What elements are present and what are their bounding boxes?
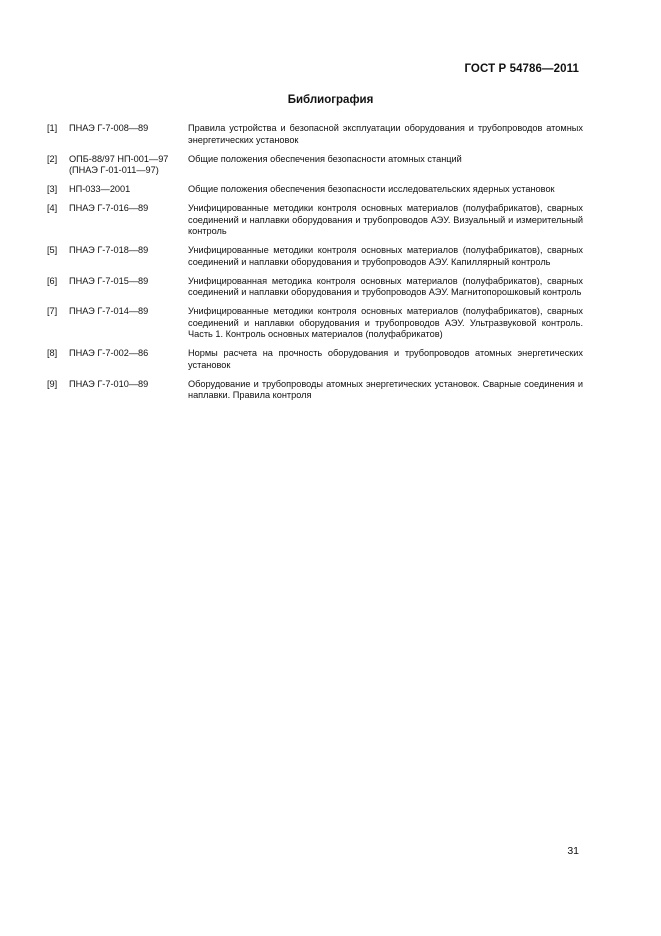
bibliography-entry [47, 203, 583, 238]
bibliography-entry [47, 379, 583, 402]
entry-description: Нормы расчета на прочность оборудования и трубопроводов атомных энергетических установок [188, 348, 583, 370]
entry-reference: ПНАЭ Г-7-016—89 [69, 203, 149, 213]
entry-reference: НП-033—2001 [69, 184, 131, 194]
entry-reference: ПНАЭ Г-7-015—89 [69, 275, 149, 286]
entry-description: Общие положения обеспечения безопасности исследовательских ядерных установок [188, 184, 555, 194]
bibliography-list [47, 123, 583, 409]
entry-number: [3] [47, 184, 58, 194]
entry-description: Оборудование и трубопроводы атомных энергетических установок. Сварные соединения и наплавки. Правила контроля [188, 378, 583, 400]
entry-reference: ПНАЭ Г-7-002—86 [69, 348, 149, 358]
entry-number: [7] [47, 306, 58, 316]
document-code: ГОСТ Р 54786—2011 [464, 63, 579, 75]
entry-description: Унифицированные методики контроля основных материалов (полуфабрикатов), сварных соединений и наплавки оборудования и трубопроводов АЭУ. Капиллярный контроль [188, 245, 583, 267]
entry-number: [1] [47, 123, 58, 133]
bibliography-entry [47, 306, 583, 341]
entry-description: Правила устройства и безопасной эксплуатации оборудования и трубопроводов атомных энергетических установок [188, 123, 583, 145]
entry-number: [2] [47, 153, 58, 164]
entry-description: Общие положения обеспечения безопасности атомных станций [188, 153, 462, 164]
bibliography-entry [47, 154, 583, 177]
entry-reference: ОПБ-88/97 НП-001—97 (ПНАЭ Г-01-011—97) [69, 153, 169, 175]
entry-reference: ПНАЭ Г-7-018—89 [69, 245, 149, 255]
entry-reference: ПНАЭ Г-7-014—89 [69, 306, 149, 316]
entry-number: [6] [47, 275, 58, 286]
bibliography-entry [47, 348, 583, 371]
entry-description: Унифицированные методики контроля основных материалов (полуфабрикатов), сварных соединений и наплавки оборудования и трубопроводов АЭУ. Ультразвуковой контроль. Часть 1. Контроль основных материалов (полуфабрикатов) [188, 306, 583, 339]
bibliography-entry [47, 276, 583, 299]
entry-reference: ПНАЭ Г-7-010—89 [69, 378, 149, 389]
entry-reference: ПНАЭ Г-7-008—89 [69, 123, 149, 133]
page-number: 31 [567, 845, 579, 857]
section-title: Библиография [287, 94, 374, 106]
entry-number: [4] [47, 203, 58, 213]
entry-description: Унифицированная методика контроля основных материалов (полуфабрикатов), сварных соединений и наплавки оборудования и трубопроводов АЭУ. Магнитопорошковый контроль [188, 275, 583, 297]
entry-number: [8] [47, 348, 58, 358]
entry-description: Унифицированные методики контроля основных материалов (полуфабрикатов), сварных соединений и наплавки оборудования и трубопроводов АЭУ. Визуальный и измерительный контроль [188, 203, 583, 236]
bibliography-entry [47, 184, 583, 196]
bibliography-entry [47, 245, 583, 268]
bibliography-entry [47, 123, 583, 146]
entry-number: [9] [47, 378, 58, 389]
entry-number: [5] [47, 245, 58, 255]
